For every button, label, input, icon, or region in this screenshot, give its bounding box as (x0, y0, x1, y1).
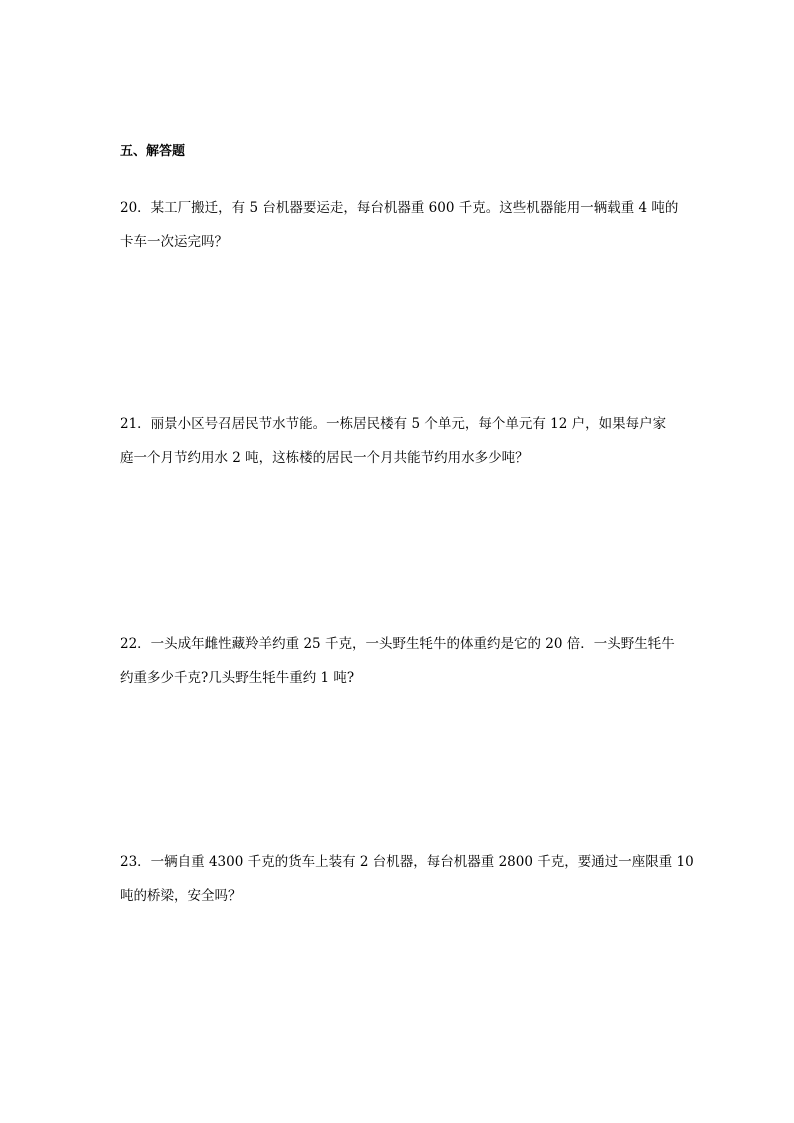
question-23-line-1: 23．一辆自重 4300 千克的货车上装有 2 台机器，每台机器重 2800 千克，要通过一座限重 10 (120, 854, 694, 870)
question-21-line-2: 庭一个月节约用水 2 吨，这栋楼的居民一个月共能节约用水多少吨？ (120, 450, 529, 466)
question-22-line-1: 22．一头成年雌性藏羚羊约重 25 千克，一头野生牦牛的体重约是它的 20 倍．一头野生牦牛 (120, 636, 675, 652)
section-title: 五、解答题 (120, 144, 186, 159)
question-21-line-1: 21．丽景小区号召居民节水节能。一栋居民楼有 5 个单元，每个单元有 12 户，如果每户家 (120, 416, 667, 432)
question-22 (120, 627, 680, 695)
question-22-line-2: 约重多少千克?几头野生牦牛重约 1 吨? (120, 670, 355, 686)
question-23 (120, 845, 694, 913)
question-23-line-2: 吨的桥梁，安全吗？ (120, 888, 242, 904)
question-20-line-2: 卡车一次运完吗？ (120, 234, 228, 250)
question-21 (120, 407, 680, 475)
question-20 (120, 191, 680, 259)
question-20-line-1: 20．某工厂搬迁，有 5 台机器要运走，每台机器重 600 千克。这些机器能用一辆载重 4 吨的 (120, 200, 679, 216)
